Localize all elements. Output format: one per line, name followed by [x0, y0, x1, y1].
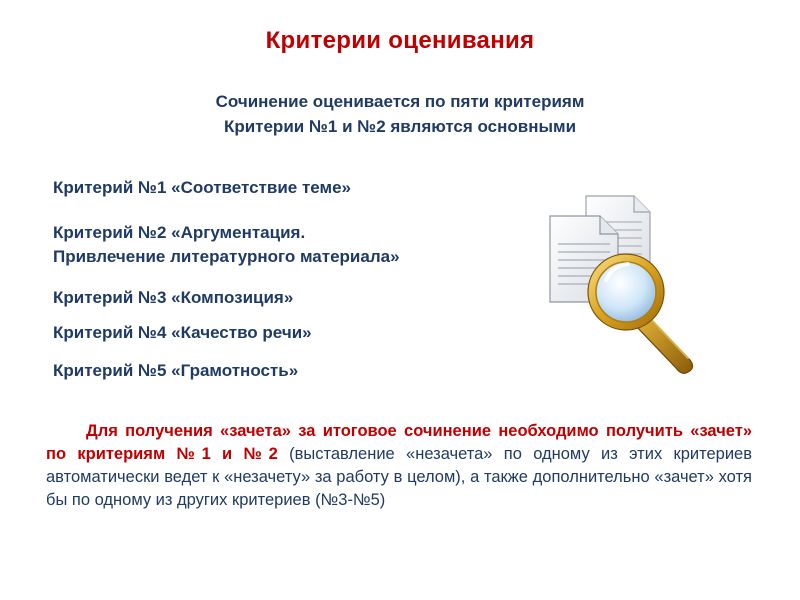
scoring-note [46, 420, 752, 512]
criterion-1-text: Критерий №1 «Соответствие теме» [53, 178, 351, 197]
subtitle-line-2: Критерии №1 и №2 являются основными [223, 117, 577, 136]
scoring-note-rest: (выставление «незачета» по одному из этих критериев автоматически ведет к «незачету» за работу в целом), а также дополнительно «зачет» хотя бы по одному из других критериев (№3-№5) [46, 445, 752, 509]
criteria-list [0, 0, 560, 400]
criterion-4 [53, 321, 312, 345]
magnifier-lens-icon [588, 254, 664, 330]
criterion-5-text: Критерий №5 «Грамотность» [53, 361, 299, 380]
slide-title: Критерии оценивания [265, 27, 535, 54]
criterion-2 [53, 221, 400, 269]
criterion-2-text-line-2: Привлечение литературного материала» [53, 247, 400, 266]
criterion-1 [53, 176, 351, 200]
criterion-3-text: Критерий №3 «Композиция» [53, 288, 294, 307]
criterion-2-text-line-1: Критерий №2 «Аргументация. [53, 223, 306, 242]
criterion-3 [53, 286, 293, 310]
documents-magnifier-icon [538, 192, 710, 378]
criterion-5 [53, 359, 298, 383]
subtitle-line-1: Сочинение оценивается по пяти критериям [215, 92, 585, 111]
scoring-note-emphasis: Для получения «зачета» за итоговое сочинение необходимо получить «зачет» по критериям №1 и №2 [46, 422, 752, 463]
criterion-4-text: Критерий №4 «Качество речи» [53, 323, 312, 342]
